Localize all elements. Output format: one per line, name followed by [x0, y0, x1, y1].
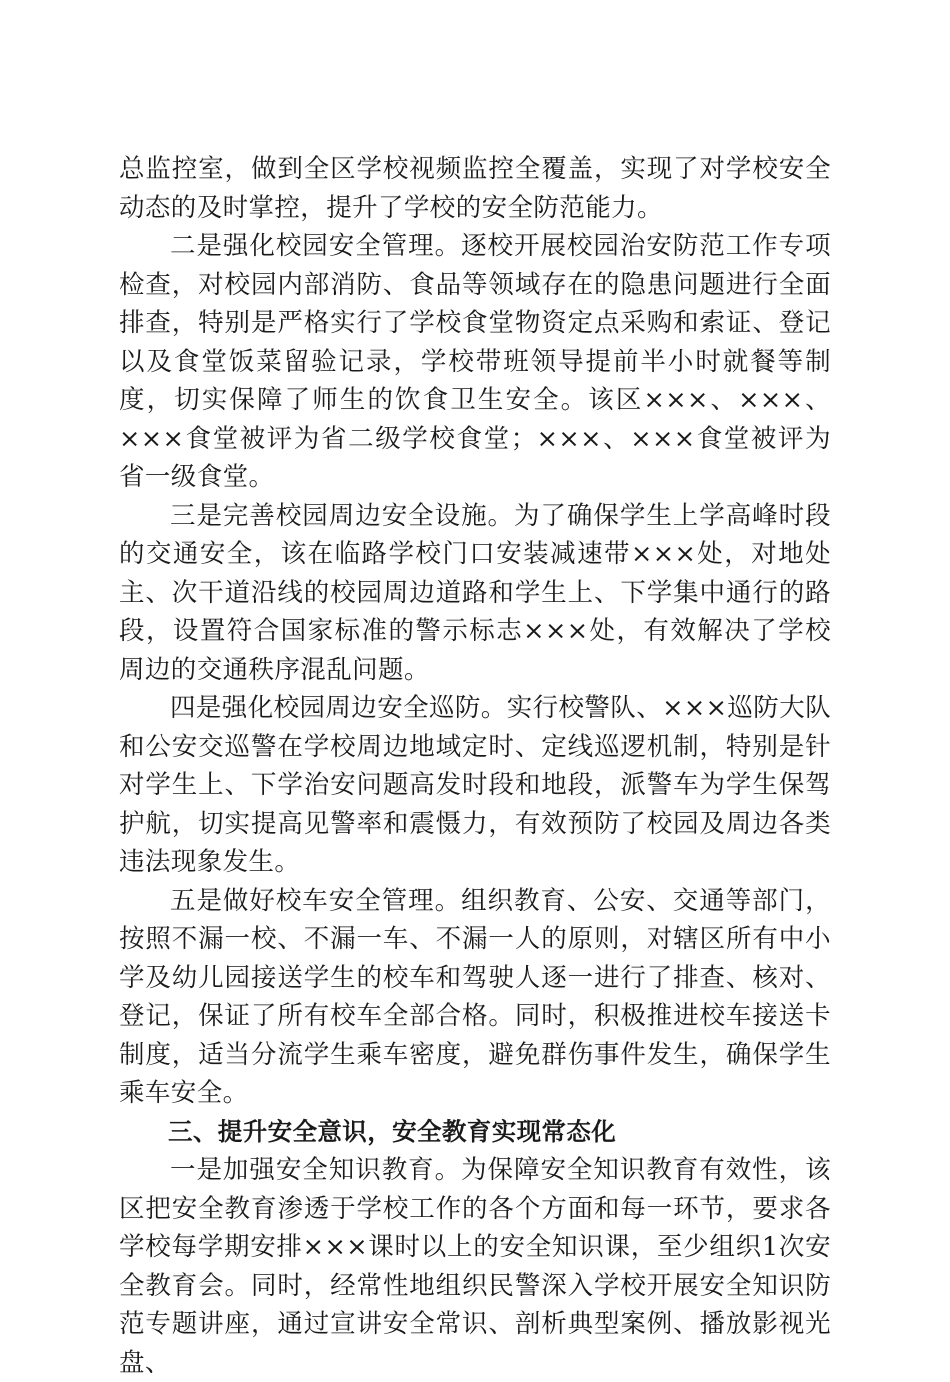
paragraph-continuation: 总监控室，做到全区学校视频监控全覆盖，实现了对学校安全动态的及时掌控，提升了学校的安全防范能力。 — [119, 154, 831, 223]
paragraph-canteen-safety: 二是强化校园安全管理。逐校开展校园治安防范工作专项检查，对校园内部消防、食品等领域存在的隐患问题进行全面排查，特别是严格实行了学校食堂物资定点采购和索证、登记以及食堂饭菜留验记录，学校带班领导提前半小时就餐等制度，切实保障了师生的饮食卫生安全。该区×××、×××、×××食堂被评为省二级学校食堂；×××、×××食堂被评为省一级食堂。 — [119, 231, 831, 492]
paragraph-safety-education: 一是加强安全知识教育。为保障安全知识教育有效性，该区把安全教育渗透于学校工作的各个方面和每一环节，要求各学校每学期安排×××课时以上的安全知识课，至少组织1次安全教育会。同时，经常性地组织民警深入学校开展安全知识防范专题讲座，通过宣讲安全常识、剖析典型案例、播放影视光盘、 — [119, 1155, 831, 1378]
document-body — [119, 150, 831, 1382]
paragraph-patrol: 四是强化校园周边安全巡防。实行校警队、×××巡防大队和公安交巡警在学校周边地域定时、定线巡逻机制，特别是针对学生上、下学治安问题高发时段和地段，派警车为学生保驾护航，切实提高见警率和震慑力，有效预防了校园及周边各类违法现象发生。 — [119, 693, 831, 877]
paragraph-school-bus: 五是做好校车安全管理。组织教育、公安、交通等部门，按照不漏一校、不漏一车、不漏一人的原则，对辖区所有中小学及幼儿园接送学生的校车和驾驶人逐一进行了排查、核对、登记，保证了所有校车全部合格。同时，积极推进校车接送卡制度，适当分流学生乘车密度，避免群伤事件发生，确保学生乘车安全。 — [119, 885, 831, 1108]
paragraph-traffic-facilities: 三是完善校园周边安全设施。为了确保学生上学高峰时段的交通安全，该在临路学校门口安装减速带×××处，对地处主、次干道沿线的校园周边道路和学生上、下学集中通行的路段，设置符合国家标准的警示标志×××处，有效解决了学校周边的交通秩序混乱问题。 — [119, 500, 831, 685]
section-heading: 三、提升安全意识，安全教育实现常态化 — [168, 1116, 617, 1146]
